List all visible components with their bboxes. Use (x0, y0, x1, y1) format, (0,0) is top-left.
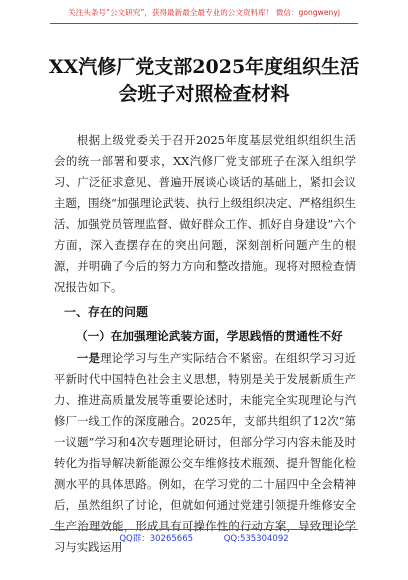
footer-qq: QQ:535304092 (223, 534, 289, 544)
subsection-heading: （一）在加强理论武装方面，学思践悟的贯通性不好 (76, 329, 343, 343)
footer-divider (50, 529, 358, 530)
intro-paragraph: 根据上级党委关于召开2025年度基层党组织组织生活会的统一部署和要求，XX汽修厂党支部班子在深入组织学习、广泛征求意见、普遍开展谈心谈话的基础上，紧扣会议主题，围绕“加强理论武装、执行上级组织决定、严格组织生活、加强党员管理监督、做好群众工作、抓好自身建设”六个方面，深入查摆存在的突出问题，深刻剖析问题产生的根源，并明确了今后的努力方向和整改措施。现将对照检查情况报告如下。 (54, 133, 356, 294)
point-paragraph (54, 348, 356, 558)
document-title: XX汽修厂党支部2025年度组织生活会班子对照检查材料 (48, 56, 360, 105)
footer-qq-group: QQ群：30265665 (119, 534, 194, 544)
section-heading: 一、存在的问题 (64, 305, 149, 319)
footer (0, 532, 408, 544)
header-divider (50, 23, 358, 24)
point-text: 理论学习与生产实际结合不紧密。在组织学习习近平新时代中国特色社会主义思想，特别是关于发展新质生产力、推进高质量发展等重要论述时，未能完全实现理论与汽修厂一线工作的深度融合。2025年，支部共组织了12次“第一议题”学习和4次专题理论研讨，但部分学习内容未能及时转化为指导解决新能源公交车维修技术瓶颈、提升智能化检测水平的具体思路。例如，在学习党的二十届四中全会精神后，虽然组织了讨论，但就如何通过党建引领提升维修安全生产治理效能，形成具有可操作性的行动方案，导致理论学习与实践运用 (54, 351, 356, 554)
header-banner: 关注头条号“公文研究”，获得最新最全最专业的公文资料库！ 微信：gongwenyj (68, 8, 340, 17)
point-lead: 一是 (76, 351, 101, 365)
